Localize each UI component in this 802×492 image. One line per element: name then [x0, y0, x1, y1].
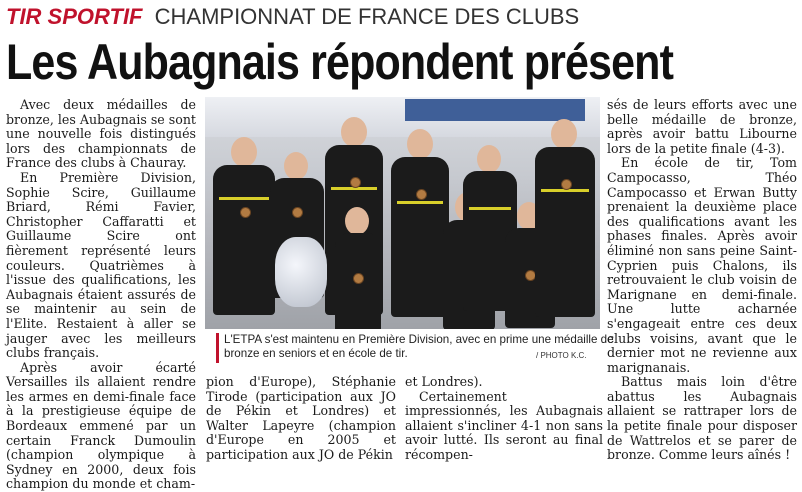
kicker: [6, 4, 579, 30]
article-column-3: [405, 375, 603, 463]
caption-text: L'ETPA s'est maintenu en Première Division, avec en prime une médaille de bronze en seniors et en école de tir.: [224, 333, 614, 360]
photo-credit: / PHOTO K.C.: [536, 351, 587, 360]
paragraph: Après avoir écarté Versailles ils allaient rendre les armes en demi-finale face à la prestigieuse équipe de Bordeaux emmené par un certain Franck Dumoulin (champion olympique à Sydney en 2000, deux fois champion du monde et cham-: [6, 359, 196, 492]
kicker-subtitle: CHAMPIONNAT DE FRANCE DES CLUBS: [154, 4, 580, 29]
headline: Les Aubagnais répondent présent: [6, 34, 674, 90]
paragraph: pion d'Europe), Stéphanie Tirode (participation aux JO de Pékin et Londres) et Walter Lapeyre (champion d'Europe en 2005 et participation aux JO de Pékin: [206, 374, 396, 462]
paragraph: Battus mais loin d'être abattus les Aubagnais allaient se rattraper lors de la petite finale pour disposer de Wattrelos et se parer de bronze. Comme leurs aînés !: [607, 374, 797, 463]
team-photo: [205, 97, 600, 329]
paragraph: sés de leurs efforts avec une belle médaille de bronze, après avoir battu Libourne lors de la petite finale (4-3).: [607, 97, 797, 156]
section-rubric: TIR SPORTIF: [6, 4, 143, 29]
paragraph: Avec deux médailles de bronze, les Aubagnais se sont une nouvelle fois distingués lors des championnats de France des clubs à Chauray.: [6, 97, 196, 171]
article-column-2: [206, 375, 396, 463]
trophy: [275, 237, 327, 307]
paragraph: Certainement impressionnés, les Aubagnais allaient s'incliner 4-1 non sans avoir lutté. Ils seront au final récompen-: [405, 388, 603, 462]
paragraph: et Londres).: [405, 374, 483, 389]
photo-background-sign: [405, 99, 585, 121]
article-column-1: [6, 98, 196, 492]
paragraph: En école de tir, Tom Campocasso, Théo Campocasso et Erwan Butty prenaient la deuxième place des qualifications avant les phases finales. Après avoir éliminé non sans peine Saint-Cyprien puis Chalons, ils retrouvaient le club voisin de Marignane en demi-finale. Une lutte acharnée s'engageait entre ces deux clubs voisins, avant que le dernier mot ne revienne aux marignanais.: [607, 155, 797, 375]
paragraph: En Première Division, Sophie Scire, Guillaume Briard, Rémi Favier, Christopher Caffaratti et Guillaume Scire ont fièrement représenté leurs couleurs. Quatrièmes à l'issue des qualifications, les Aubagnais étaient assurés de se maintenir au sein de l'Elite. Restaient à aller se jauger avec les meilleurs clubs français.: [6, 169, 196, 361]
article-column-4: [607, 98, 797, 463]
caption-accent-bar: [216, 333, 219, 363]
